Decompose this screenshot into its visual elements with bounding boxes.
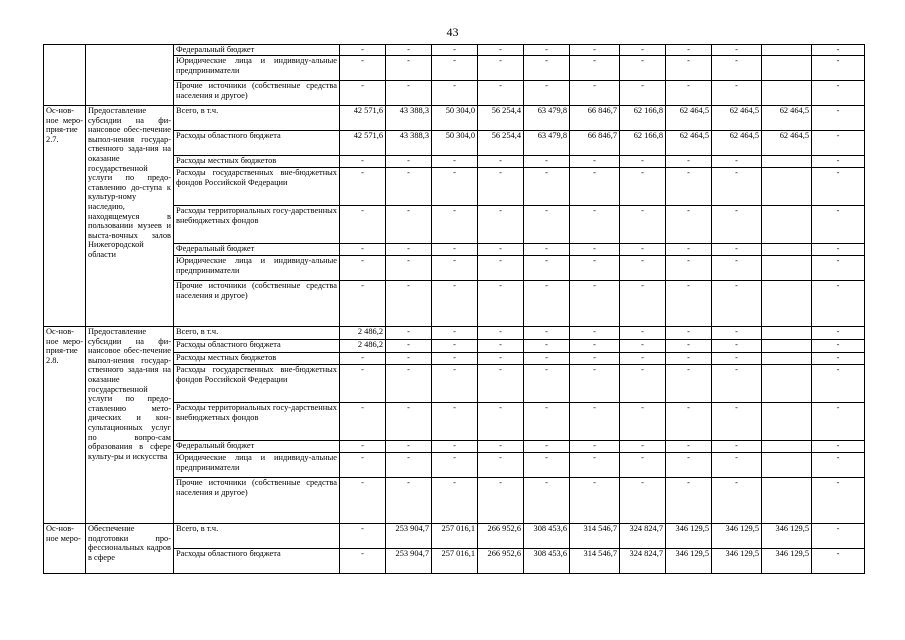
value-cell: 62 464,5 (712, 106, 762, 131)
measure-cell: Ос-нов-ное меро-прия-тие 2.7. (44, 106, 86, 327)
value-cell: - (432, 353, 478, 365)
value-cell: - (712, 365, 762, 403)
funding-source-cell: Расходы государственных вне-бюджетных фондов Российской Федерации (174, 168, 340, 206)
value-cell: - (340, 168, 386, 206)
value-cell: - (620, 256, 666, 281)
value-cell (762, 244, 812, 256)
value-cell: - (812, 106, 865, 131)
value-cell: 50 304,0 (432, 131, 478, 156)
value-cell: - (524, 244, 570, 256)
value-cell: - (570, 281, 620, 327)
value-cell (762, 156, 812, 168)
value-cell: - (812, 478, 865, 524)
value-cell: - (712, 281, 762, 327)
value-cell: - (340, 244, 386, 256)
value-cell (762, 56, 812, 81)
funding-source-cell: Федеральный бюджет (174, 45, 340, 56)
table-row (44, 524, 865, 549)
value-cell: - (432, 403, 478, 441)
value-cell: - (812, 168, 865, 206)
value-cell: - (712, 244, 762, 256)
funding-source-cell: Всего, в т.ч. (174, 106, 340, 131)
value-cell: 346 129,5 (762, 524, 812, 549)
value-cell: 308 453,6 (524, 549, 570, 574)
value-cell: - (570, 453, 620, 478)
table-row (44, 327, 865, 340)
value-cell: - (712, 56, 762, 81)
value-cell: - (712, 403, 762, 441)
value-cell: - (478, 441, 524, 453)
value-cell: - (478, 327, 524, 340)
value-cell (762, 478, 812, 524)
value-cell: - (524, 56, 570, 81)
value-cell: - (386, 365, 432, 403)
value-cell: - (340, 206, 386, 244)
value-cell: - (340, 56, 386, 81)
value-cell: - (712, 478, 762, 524)
value-cell: - (570, 403, 620, 441)
value-cell: - (478, 478, 524, 524)
value-cell: - (620, 45, 666, 56)
value-cell: 50 304,0 (432, 106, 478, 131)
value-cell: - (478, 168, 524, 206)
value-cell: - (386, 353, 432, 365)
table-body (44, 45, 865, 574)
value-cell: 62 464,5 (762, 106, 812, 131)
measure-cell (44, 45, 86, 106)
value-cell: - (340, 281, 386, 327)
value-cell: - (620, 340, 666, 353)
value-cell: 66 846,7 (570, 106, 620, 131)
value-cell: - (524, 281, 570, 327)
value-cell: - (712, 168, 762, 206)
funding-source-cell: Федеральный бюджет (174, 441, 340, 453)
value-cell: - (712, 45, 762, 56)
value-cell: 346 129,5 (762, 549, 812, 574)
value-cell: - (620, 156, 666, 168)
value-cell: - (340, 478, 386, 524)
value-cell: - (620, 327, 666, 340)
value-cell: 62 464,5 (666, 106, 712, 131)
value-cell: - (432, 453, 478, 478)
value-cell: 257 016,1 (432, 549, 478, 574)
value-cell: - (666, 206, 712, 244)
value-cell: - (620, 478, 666, 524)
budget-table (43, 44, 865, 574)
value-cell: - (570, 156, 620, 168)
value-cell: 63 479,8 (524, 131, 570, 156)
value-cell: 346 129,5 (666, 524, 712, 549)
value-cell: - (524, 365, 570, 403)
funding-source-cell: Прочие источники (собственные средства населения и другое) (174, 478, 340, 524)
value-cell: - (620, 168, 666, 206)
value-cell: - (570, 244, 620, 256)
value-cell: - (524, 168, 570, 206)
value-cell: - (432, 168, 478, 206)
value-cell: - (712, 441, 762, 453)
value-cell: 314 546,7 (570, 549, 620, 574)
value-cell: - (620, 353, 666, 365)
value-cell: - (478, 45, 524, 56)
funding-source-cell: Прочие источники (собственные средства населения и другое) (174, 281, 340, 327)
value-cell: 346 129,5 (666, 549, 712, 574)
funding-source-cell: Федеральный бюджет (174, 244, 340, 256)
value-cell (762, 403, 812, 441)
description-cell: Обеспечение подготовки про-фессиональных кадров в сфере (86, 524, 174, 574)
value-cell: - (478, 453, 524, 478)
funding-source-cell: Юридические лица и индивиду-альные предприниматели (174, 256, 340, 281)
value-cell: - (478, 281, 524, 327)
value-cell: - (524, 403, 570, 441)
value-cell: - (432, 56, 478, 81)
funding-source-cell: Расходы областного бюджета (174, 131, 340, 156)
value-cell: - (666, 256, 712, 281)
value-cell: 42 571,6 (340, 131, 386, 156)
value-cell: - (524, 206, 570, 244)
value-cell: - (570, 168, 620, 206)
value-cell: 56 254,4 (478, 106, 524, 131)
value-cell: - (570, 340, 620, 353)
value-cell: - (478, 256, 524, 281)
value-cell: - (812, 45, 865, 56)
value-cell: - (712, 327, 762, 340)
value-cell: - (570, 478, 620, 524)
funding-source-cell: Всего, в т.ч. (174, 327, 340, 340)
funding-source-cell: Расходы местных бюджетов (174, 353, 340, 365)
value-cell: - (524, 453, 570, 478)
value-cell: - (812, 327, 865, 340)
value-cell: - (812, 441, 865, 453)
measure-cell: Ос-нов-ное меро-прия-тие 2.8. (44, 327, 86, 524)
value-cell: - (666, 340, 712, 353)
value-cell: - (812, 131, 865, 156)
funding-source-cell: Расходы территориальных госу-дарственных внебюджетных фондов (174, 403, 340, 441)
value-cell: - (478, 81, 524, 106)
value-cell: - (712, 353, 762, 365)
value-cell: - (386, 168, 432, 206)
value-cell: - (666, 281, 712, 327)
value-cell: - (524, 478, 570, 524)
value-cell: - (524, 441, 570, 453)
value-cell: - (812, 81, 865, 106)
value-cell: 43 388,3 (386, 106, 432, 131)
value-cell: - (812, 340, 865, 353)
value-cell: - (432, 365, 478, 403)
value-cell: - (620, 244, 666, 256)
value-cell: - (620, 56, 666, 81)
funding-source-cell: Расходы областного бюджета (174, 549, 340, 574)
value-cell: - (386, 403, 432, 441)
value-cell: - (620, 403, 666, 441)
value-cell: 2 486,2 (340, 340, 386, 353)
value-cell: - (666, 353, 712, 365)
value-cell: - (570, 327, 620, 340)
value-cell: - (432, 206, 478, 244)
value-cell: 314 546,7 (570, 524, 620, 549)
value-cell: - (432, 256, 478, 281)
value-cell: - (340, 524, 386, 549)
funding-source-cell: Юридические лица и индивиду-альные предприниматели (174, 453, 340, 478)
value-cell: - (478, 340, 524, 353)
description-cell: Предоставление субсидии на фи-нансовое обес-печение выпол-нения государ-ственного зада-ния на оказание государственной услуги по предо-ставлению до-ступа к культур-ному наследию, находящемуся в пользовании музеев и выста-вочных залов Нижегородской области (86, 106, 174, 327)
table-row (44, 45, 865, 56)
value-cell: - (666, 45, 712, 56)
value-cell: - (620, 206, 666, 244)
value-cell: - (666, 81, 712, 106)
funding-source-cell: Прочие источники (собственные средства населения и другое) (174, 81, 340, 106)
value-cell: - (666, 478, 712, 524)
value-cell: - (524, 340, 570, 353)
funding-source-cell: Расходы местных бюджетов (174, 156, 340, 168)
value-cell: 2 486,2 (340, 327, 386, 340)
value-cell: 346 129,5 (712, 549, 762, 574)
value-cell: - (524, 256, 570, 281)
value-cell: - (478, 156, 524, 168)
value-cell: 62 166,8 (620, 106, 666, 131)
value-cell (762, 256, 812, 281)
value-cell: - (340, 256, 386, 281)
value-cell: - (386, 244, 432, 256)
value-cell: - (812, 244, 865, 256)
value-cell: - (432, 441, 478, 453)
value-cell: - (812, 256, 865, 281)
value-cell (762, 353, 812, 365)
value-cell: - (712, 81, 762, 106)
value-cell: 253 904,7 (386, 549, 432, 574)
value-cell: - (524, 45, 570, 56)
value-cell: - (666, 156, 712, 168)
value-cell: - (666, 441, 712, 453)
value-cell: - (386, 156, 432, 168)
value-cell: - (620, 453, 666, 478)
measure-cell: Ос-нов-ное меро- (44, 524, 86, 574)
value-cell: - (666, 56, 712, 81)
value-cell: - (340, 45, 386, 56)
value-cell: - (666, 327, 712, 340)
value-cell: - (340, 441, 386, 453)
value-cell: - (386, 453, 432, 478)
value-cell: - (432, 281, 478, 327)
value-cell: - (432, 81, 478, 106)
value-cell: - (620, 81, 666, 106)
value-cell: - (386, 478, 432, 524)
value-cell (762, 327, 812, 340)
value-cell: 62 166,8 (620, 131, 666, 156)
value-cell: - (524, 353, 570, 365)
value-cell: - (570, 256, 620, 281)
value-cell: - (666, 403, 712, 441)
table-row (44, 106, 865, 131)
value-cell (762, 340, 812, 353)
value-cell: - (620, 365, 666, 403)
value-cell: - (524, 81, 570, 106)
value-cell: - (812, 56, 865, 81)
value-cell: - (386, 56, 432, 81)
value-cell (762, 206, 812, 244)
value-cell: - (340, 81, 386, 106)
value-cell: - (812, 156, 865, 168)
funding-source-cell: Расходы государственных вне-бюджетных фондов Российской Федерации (174, 365, 340, 403)
value-cell: - (432, 244, 478, 256)
value-cell: - (812, 453, 865, 478)
value-cell: - (340, 353, 386, 365)
value-cell: - (570, 56, 620, 81)
value-cell: 43 388,3 (386, 131, 432, 156)
value-cell: - (666, 365, 712, 403)
value-cell: - (386, 327, 432, 340)
value-cell: 324 824,7 (620, 524, 666, 549)
value-cell (762, 45, 812, 56)
value-cell: - (524, 327, 570, 340)
value-cell: 346 129,5 (712, 524, 762, 549)
value-cell: - (620, 441, 666, 453)
value-cell: - (570, 353, 620, 365)
description-cell: Предоставление субсидии на фи-нансовое обес-печение выпол-нения государ-ственного зада-ния на оказание государственной услуги по предо-ставлению мето-дических и кон-сультационных услуг по вопро-сам образования в сфере культу-ры и искусства (86, 327, 174, 524)
value-cell: - (812, 365, 865, 403)
value-cell: 56 254,4 (478, 131, 524, 156)
value-cell: - (340, 403, 386, 441)
value-cell: - (812, 549, 865, 574)
value-cell: - (432, 156, 478, 168)
value-cell: - (812, 403, 865, 441)
value-cell: 42 571,6 (340, 106, 386, 131)
value-cell: - (340, 156, 386, 168)
value-cell (762, 441, 812, 453)
value-cell: - (432, 327, 478, 340)
value-cell: - (386, 81, 432, 106)
value-cell: - (340, 549, 386, 574)
value-cell: - (620, 281, 666, 327)
value-cell: - (386, 281, 432, 327)
value-cell: - (570, 81, 620, 106)
value-cell: 63 479,8 (524, 106, 570, 131)
value-cell (762, 281, 812, 327)
page-number: 43 (446, 25, 459, 39)
value-cell: - (666, 244, 712, 256)
value-cell (762, 168, 812, 206)
value-cell: 266 952,6 (478, 549, 524, 574)
value-cell: 62 464,5 (666, 131, 712, 156)
value-cell: - (812, 206, 865, 244)
value-cell: - (432, 340, 478, 353)
value-cell: 253 904,7 (386, 524, 432, 549)
value-cell: - (340, 365, 386, 403)
value-cell: - (666, 453, 712, 478)
value-cell: - (812, 281, 865, 327)
value-cell: - (386, 206, 432, 244)
value-cell: - (478, 244, 524, 256)
value-cell: 66 846,7 (570, 131, 620, 156)
value-cell: - (712, 453, 762, 478)
value-cell: - (386, 340, 432, 353)
value-cell: - (478, 206, 524, 244)
value-cell: - (812, 524, 865, 549)
value-cell: - (340, 453, 386, 478)
value-cell: - (570, 441, 620, 453)
value-cell: - (812, 353, 865, 365)
value-cell: - (570, 365, 620, 403)
value-cell: - (478, 353, 524, 365)
value-cell: 266 952,6 (478, 524, 524, 549)
funding-source-cell: Расходы территориальных госу-дарственных внебюджетных фондов (174, 206, 340, 244)
value-cell: - (666, 168, 712, 206)
value-cell: - (712, 256, 762, 281)
value-cell: 257 016,1 (432, 524, 478, 549)
funding-source-cell: Расходы областного бюджета (174, 340, 340, 353)
value-cell: - (386, 45, 432, 56)
value-cell: 62 464,5 (762, 131, 812, 156)
value-cell (762, 365, 812, 403)
value-cell: - (712, 206, 762, 244)
value-cell: 324 824,7 (620, 549, 666, 574)
value-cell: - (570, 206, 620, 244)
description-cell (86, 45, 174, 106)
value-cell: 62 464,5 (712, 131, 762, 156)
value-cell: - (478, 403, 524, 441)
value-cell (762, 81, 812, 106)
funding-source-cell: Всего, в т.ч. (174, 524, 340, 549)
value-cell: - (712, 340, 762, 353)
value-cell: - (712, 156, 762, 168)
funding-source-cell: Юридические лица и индивиду-альные предприниматели (174, 56, 340, 81)
value-cell: - (386, 441, 432, 453)
value-cell: - (524, 156, 570, 168)
value-cell (762, 453, 812, 478)
value-cell: - (386, 256, 432, 281)
value-cell: - (432, 45, 478, 56)
value-cell: - (478, 365, 524, 403)
value-cell: - (478, 56, 524, 81)
value-cell: - (432, 478, 478, 524)
value-cell: 308 453,6 (524, 524, 570, 549)
value-cell: - (570, 45, 620, 56)
